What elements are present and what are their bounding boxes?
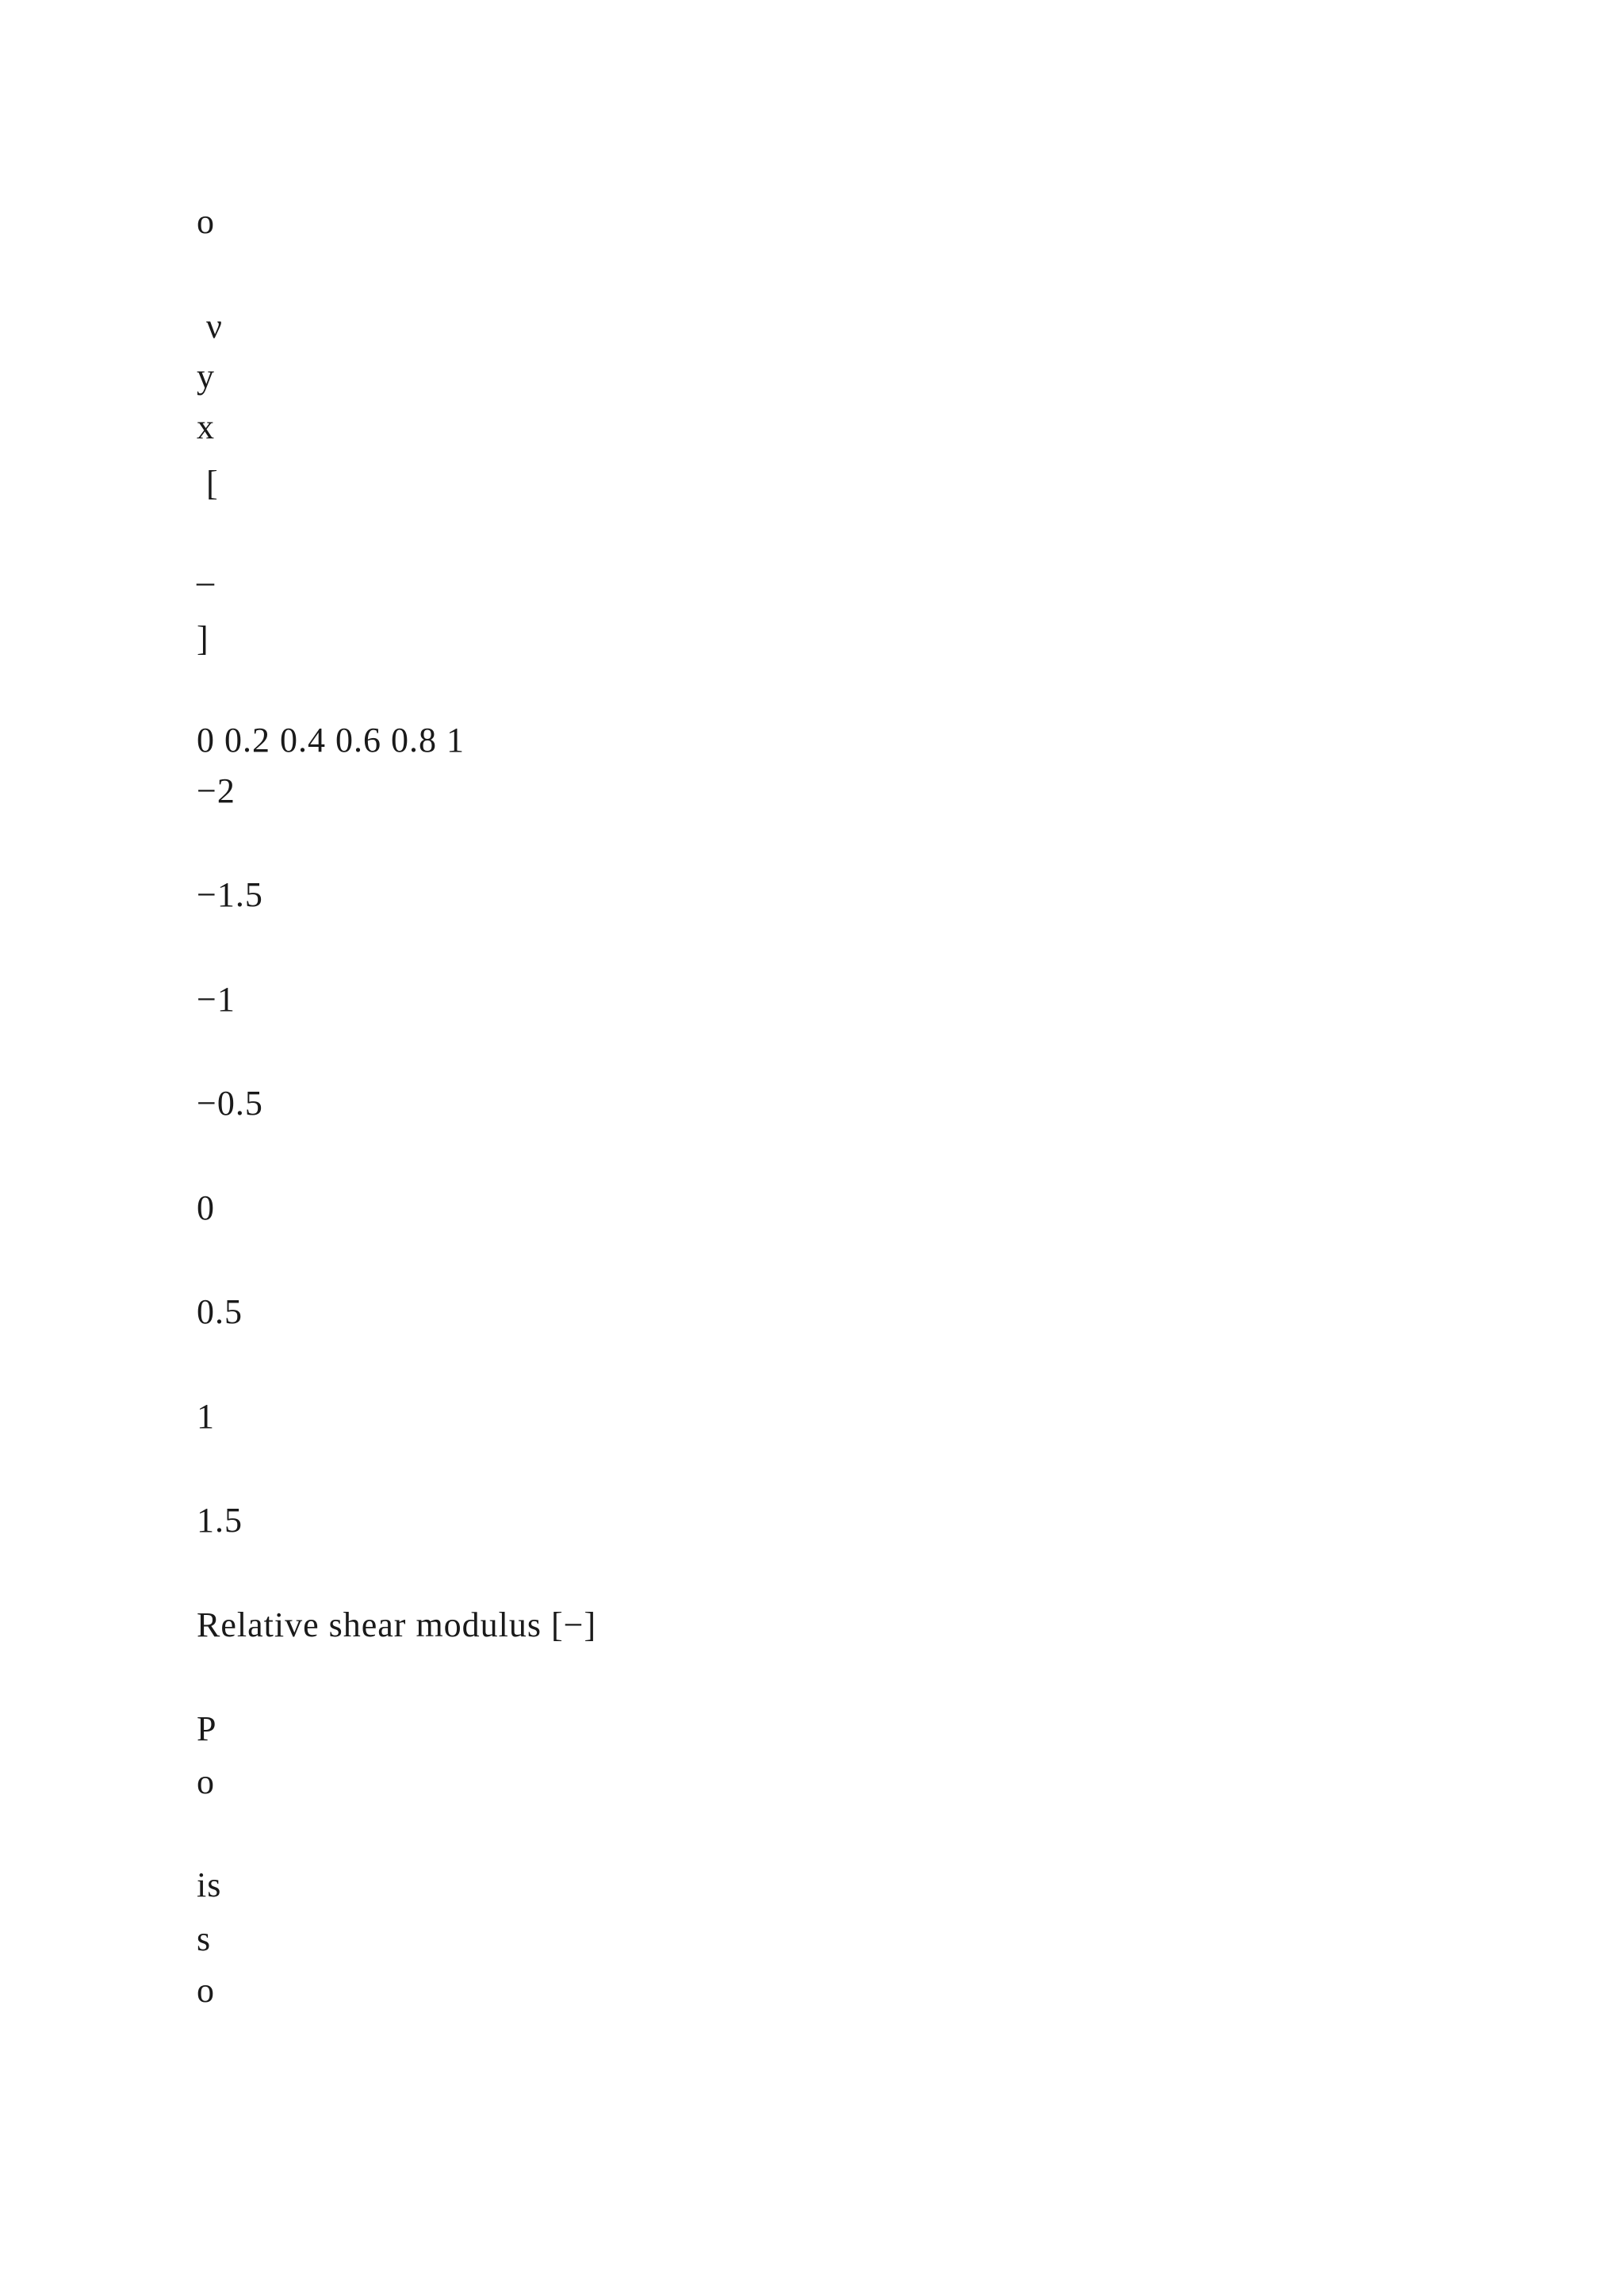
text-line-19: o: [197, 1762, 215, 1801]
text-line-20: is: [197, 1866, 222, 1904]
text-line-3: y: [197, 357, 215, 396]
text-line-1: o: [197, 202, 215, 241]
text-line-22: o: [197, 1971, 215, 2010]
text-line-16: 1.5: [197, 1501, 243, 1540]
text-line-4: x: [197, 408, 215, 446]
text-line-5: [: [197, 464, 219, 503]
text-line-21: s: [197, 1919, 212, 1958]
text-line-13: 0: [197, 1188, 215, 1227]
text-line-17: Relative shear modulus [−]: [197, 1605, 597, 1644]
text-line-2: ν: [197, 307, 223, 346]
text-line-8: 0 0.2 0.4 0.6 0.8 1: [197, 721, 465, 760]
text-line-7: ]: [197, 619, 209, 658]
text-line-10: −1.5: [197, 875, 263, 914]
text-line-12: −0.5: [197, 1084, 263, 1123]
text-line-18: P: [197, 1709, 217, 1748]
text-line-14: 0.5: [197, 1292, 243, 1331]
text-line-15: 1: [197, 1397, 215, 1436]
text-line-6: –: [197, 562, 215, 601]
text-line-11: −1: [197, 980, 236, 1019]
text-line-9: −2: [197, 771, 236, 810]
